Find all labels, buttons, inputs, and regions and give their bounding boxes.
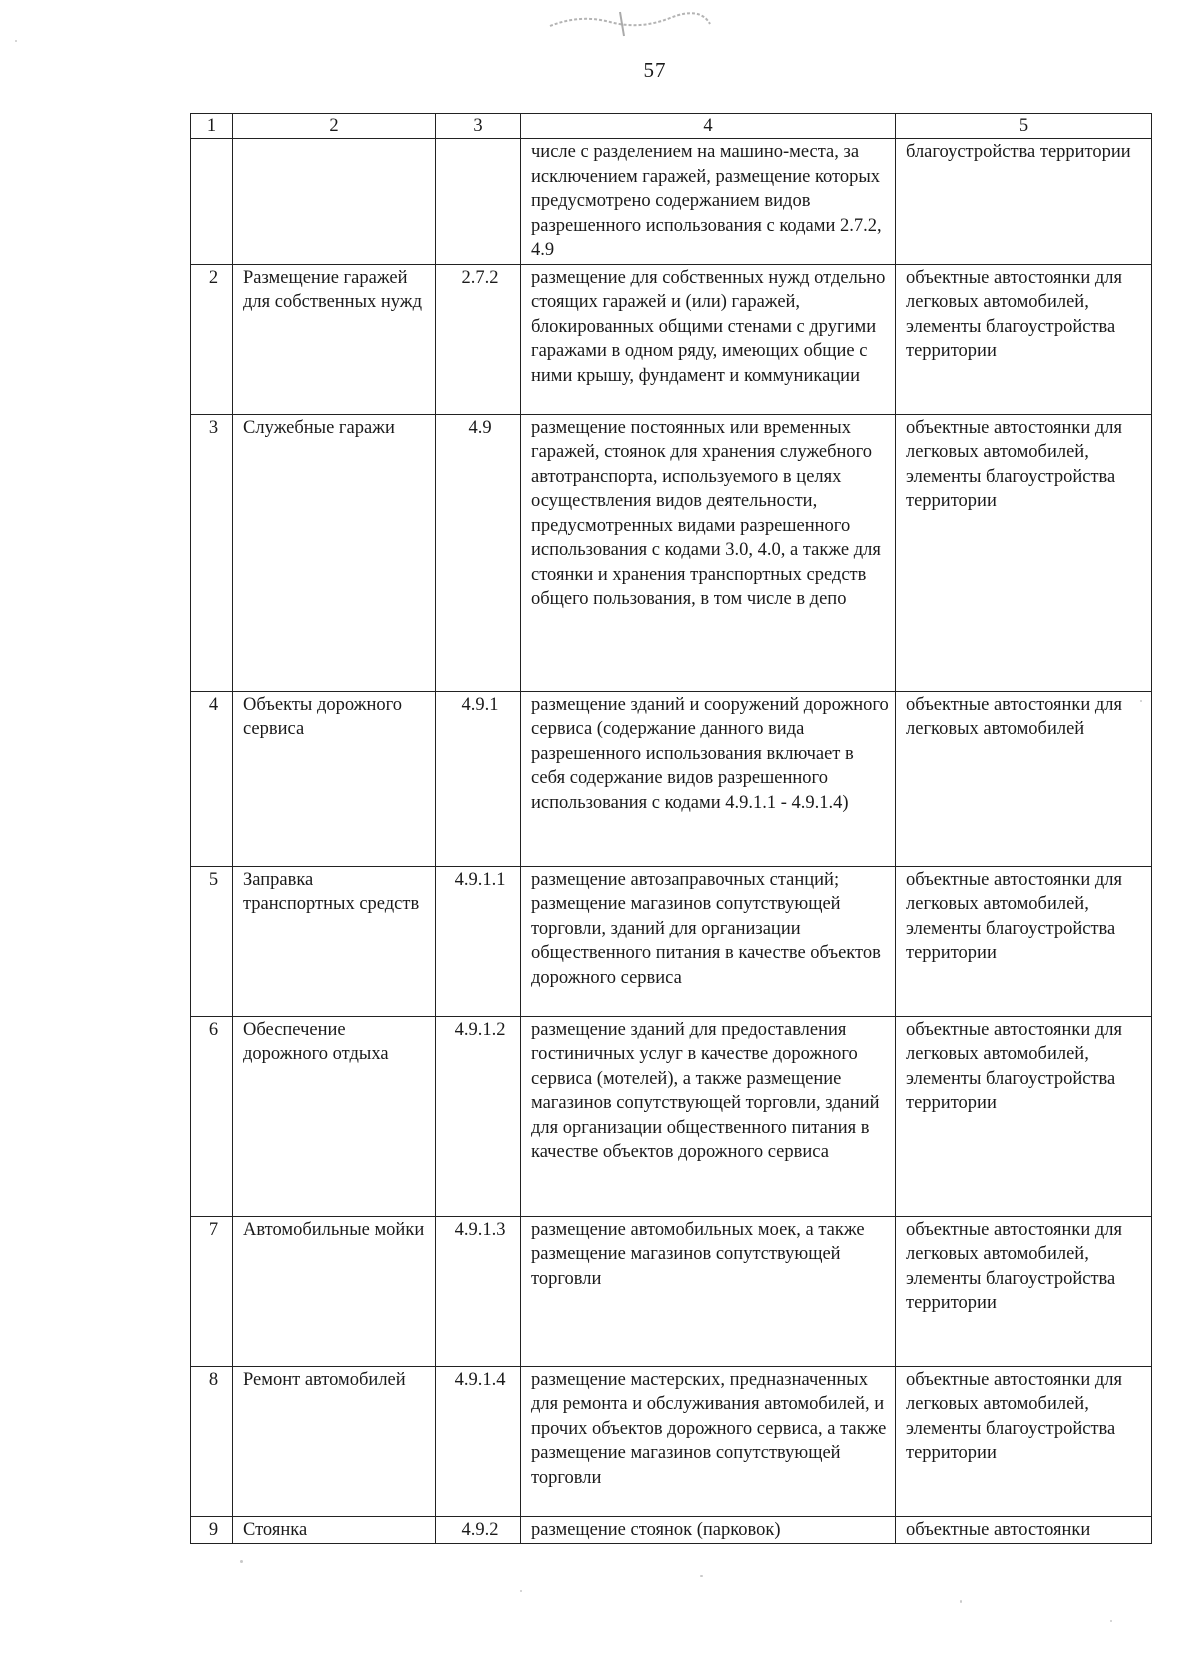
row-number: 6 bbox=[191, 1016, 233, 1216]
land-use-name: Заправка транспортных средств bbox=[233, 866, 436, 1016]
page-number: 57 bbox=[643, 58, 667, 82]
row-number: 4 bbox=[191, 691, 233, 866]
row-number: 9 bbox=[191, 1516, 233, 1544]
land-use-description: размещение автомобильных моек, а также размещение магазинов сопутствующей торговли bbox=[521, 1216, 896, 1366]
header-col-3: 3 bbox=[436, 114, 521, 139]
header-col-5: 5 bbox=[896, 114, 1152, 139]
land-use-name: Автомобильные мойки bbox=[233, 1216, 436, 1366]
row-number: 3 bbox=[191, 414, 233, 691]
accessory-uses: объектные автостоянки для легковых автомобилей, элементы благоустройства территории bbox=[896, 1016, 1152, 1216]
table-row bbox=[191, 691, 1152, 866]
land-use-code: 4.9.1.3 bbox=[436, 1216, 521, 1366]
table-row bbox=[191, 1366, 1152, 1516]
land-use-description: размещение стоянок (парковок) bbox=[521, 1516, 896, 1544]
land-use-code: 4.9.1 bbox=[436, 691, 521, 866]
land-use-description: размещение постоянных или временных гаражей, стоянок для хранения служебного автотранспорта, используемого в целях осуществления видов деятельности, предусмотренных видами разрешенного использования с кодами 3.0, 4.0, а также для стоянки и хранения транспортных средств общего пользования, в том числе в депо bbox=[521, 414, 896, 691]
row-number bbox=[191, 139, 233, 265]
accessory-uses: объектные автостоянки для легковых автомобилей, элементы благоустройства территории bbox=[896, 414, 1152, 691]
land-use-code: 4.9.1.2 bbox=[436, 1016, 521, 1216]
row-number: 2 bbox=[191, 264, 233, 414]
land-use-name: Размещение гаражей для собственных нужд bbox=[233, 264, 436, 414]
land-use-name bbox=[233, 139, 436, 265]
accessory-uses: благоустройства территории bbox=[896, 139, 1152, 265]
land-use-name: Ремонт автомобилей bbox=[233, 1366, 436, 1516]
land-use-description: размещение зданий для предоставления гостиничных услуг в качестве дорожного сервиса (мотелей), а также размещение магазинов сопутствующей торговли, зданий для организации общественного питания в качестве объектов дорожного сервиса bbox=[521, 1016, 896, 1216]
accessory-uses: объектные автостоянки bbox=[896, 1516, 1152, 1544]
land-use-description: размещение зданий и сооружений дорожного сервиса (содержание данного вида разрешенного использования включает в себя содержание видов разрешенного использования с кодами 4.9.1.1 - 4.9.1.4) bbox=[521, 691, 896, 866]
land-use-code: 4.9 bbox=[436, 414, 521, 691]
table-row bbox=[191, 264, 1152, 414]
land-use-code: 2.7.2 bbox=[436, 264, 521, 414]
table-row bbox=[191, 1216, 1152, 1366]
land-use-description: размещение автозаправочных станций; размещение магазинов сопутствующей торговли, зданий для организации общественного питания в качестве объектов дорожного сервиса bbox=[521, 866, 896, 1016]
row-number: 5 bbox=[191, 866, 233, 1016]
header-col-4: 4 bbox=[521, 114, 896, 139]
land-use-description: размещение мастерских, предназначенных для ремонта и обслуживания автомобилей, и прочих объектов дорожного сервиса, а также размещение магазинов сопутствующей торговли bbox=[521, 1366, 896, 1516]
row-number: 7 bbox=[191, 1216, 233, 1366]
table-row bbox=[191, 1516, 1152, 1544]
land-use-table bbox=[190, 113, 1152, 1544]
scan-artifact-mark bbox=[540, 8, 720, 38]
table-row bbox=[191, 1016, 1152, 1216]
land-use-name: Стоянка bbox=[233, 1516, 436, 1544]
land-use-name: Объекты дорожного сервиса bbox=[233, 691, 436, 866]
accessory-uses: объектные автостоянки для легковых автомобилей, элементы благоустройства территории bbox=[896, 866, 1152, 1016]
table-row bbox=[191, 139, 1152, 265]
row-number: 8 bbox=[191, 1366, 233, 1516]
land-use-code bbox=[436, 139, 521, 265]
accessory-uses: объектные автостоянки для легковых автомобилей, элементы благоустройства территории bbox=[896, 1366, 1152, 1516]
land-use-name: Обеспечение дорожного отдыха bbox=[233, 1016, 436, 1216]
land-use-description: числе с разделением на машино-места, за исключением гаражей, размещение которых предусмотрено содержанием видов разрешенного использования с кодами 2.7.2, 4.9 bbox=[521, 139, 896, 265]
table-row bbox=[191, 866, 1152, 1016]
land-use-name: Служебные гаражи bbox=[233, 414, 436, 691]
accessory-uses: объектные автостоянки для легковых автомобилей, элементы благоустройства территории bbox=[896, 1216, 1152, 1366]
header-col-2: 2 bbox=[233, 114, 436, 139]
land-use-code: 4.9.2 bbox=[436, 1516, 521, 1544]
table-header-row bbox=[191, 114, 1152, 139]
land-use-description: размещение для собственных нужд отдельно стоящих гаражей и (или) гаражей, блокированных общими стенами с другими гаражами в одном ряду, имеющих общие с ними крышу, фундамент и коммуникации bbox=[521, 264, 896, 414]
land-use-code: 4.9.1.4 bbox=[436, 1366, 521, 1516]
accessory-uses: объектные автостоянки для легковых автомобилей, элементы благоустройства территории bbox=[896, 264, 1152, 414]
header-col-1: 1 bbox=[191, 114, 233, 139]
table-row bbox=[191, 414, 1152, 691]
land-use-code: 4.9.1.1 bbox=[436, 866, 521, 1016]
accessory-uses: объектные автостоянки для легковых автомобилей bbox=[896, 691, 1152, 866]
